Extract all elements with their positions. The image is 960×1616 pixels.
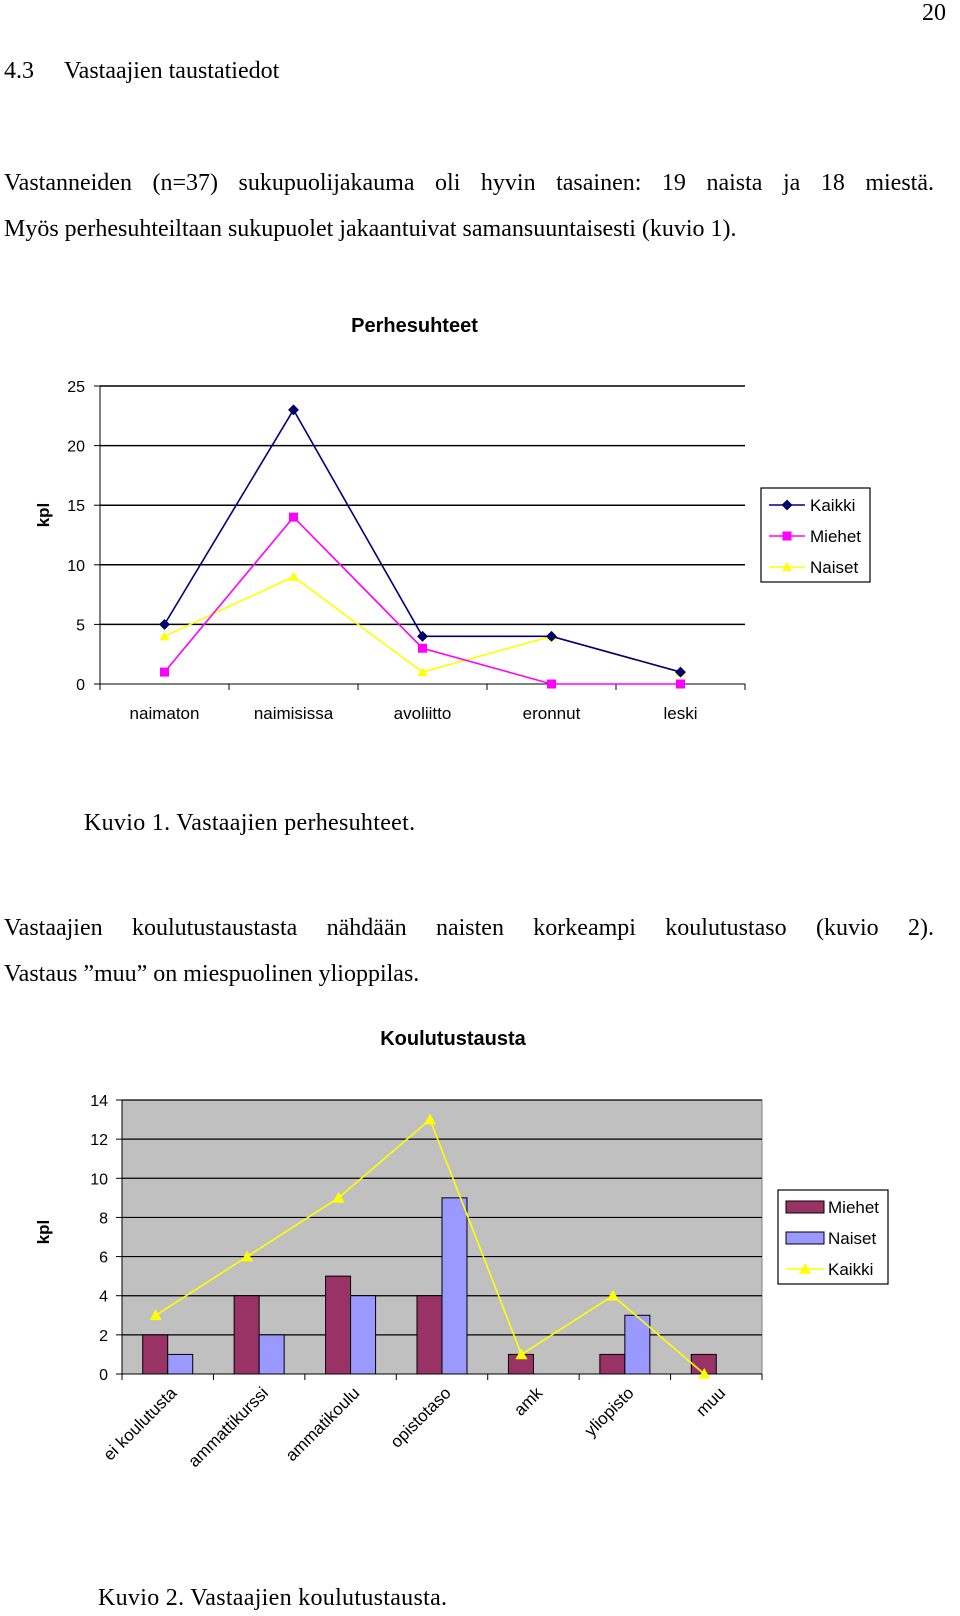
x-tick-label: ei koulutusta <box>99 1383 181 1465</box>
x-tick-label: yliopisto <box>580 1383 638 1441</box>
figure-caption: Kuvio 2. Vastaajien koulutustausta. <box>98 1585 448 1611</box>
x-tick-label: amk <box>510 1383 547 1420</box>
paragraph-line: Vastanneiden (n=37) sukupuolijakauma oli hyvin tasainen: 19 naista ja 18 miestä. <box>4 170 934 196</box>
page-number: 20 <box>922 0 946 26</box>
y-tick-label: 5 <box>76 617 85 635</box>
paragraph-gender <box>4 160 934 252</box>
bar <box>259 1335 284 1374</box>
x-tick-label: ammatikoulu <box>281 1383 364 1465</box>
legend-label: Miehet <box>828 1198 880 1217</box>
y-tick-label: 12 <box>90 1132 108 1150</box>
legend-swatch <box>786 1201 824 1213</box>
y-tick-label: 4 <box>99 1288 108 1306</box>
paragraph-education <box>4 905 934 997</box>
bar <box>168 1354 193 1374</box>
section-heading <box>4 58 279 85</box>
y-tick-label: 6 <box>99 1249 108 1267</box>
bar <box>326 1276 351 1374</box>
data-point <box>289 405 299 415</box>
bar <box>442 1198 467 1374</box>
chart-title: Koulutustausta <box>380 1028 526 1050</box>
chart-perhesuhteet <box>0 300 960 740</box>
data-point <box>160 668 169 677</box>
x-tick-label: muu <box>692 1383 730 1421</box>
section-number: 4.3 <box>4 58 34 84</box>
paragraph-line: Vastaajien koulutustaustasta nähdään naisten korkeampi koulutustaso (kuvio 2). <box>4 915 934 941</box>
bar <box>351 1296 376 1374</box>
x-tick-label: naimaton <box>129 704 200 723</box>
legend-label: Miehet <box>810 527 862 546</box>
x-tick-label: eronnut <box>522 704 581 723</box>
bar <box>417 1296 442 1374</box>
x-tick-label: avoliitto <box>393 704 452 723</box>
y-tick-label: 20 <box>67 438 85 456</box>
chart-title: Perhesuhteet <box>351 315 478 337</box>
chart-koulutustausta <box>0 1010 960 1530</box>
legend-label: Naiset <box>828 1229 877 1248</box>
y-tick-label: 10 <box>67 557 85 575</box>
y-axis-label: kpl <box>34 502 53 528</box>
data-point <box>160 631 170 640</box>
legend-label: Naiset <box>810 558 859 577</box>
y-tick-label: 0 <box>76 677 85 694</box>
figure-caption: Kuvio 1. Vastaajien perhesuhteet. <box>84 810 416 836</box>
y-tick-label: 8 <box>99 1210 108 1228</box>
y-tick-label: 0 <box>99 1367 108 1384</box>
data-point <box>160 619 170 629</box>
data-point <box>418 631 428 641</box>
legend-label: Kaikki <box>828 1260 874 1279</box>
legend-label: Kaikki <box>810 496 856 515</box>
legend-marker <box>783 532 792 541</box>
bar <box>600 1354 625 1374</box>
data-point <box>418 644 427 653</box>
section-title: Vastaajien taustatiedot <box>64 58 280 84</box>
data-point <box>676 680 685 689</box>
y-tick-label: 14 <box>90 1093 108 1110</box>
x-tick-label: leski <box>663 704 698 723</box>
legend-swatch <box>786 1232 824 1244</box>
y-tick-label: 15 <box>67 498 85 516</box>
bar <box>143 1335 168 1374</box>
data-point <box>289 572 299 581</box>
paragraph-line: Vastaus ”muu” on miespuolinen ylioppilas. <box>4 961 420 987</box>
bar <box>234 1296 259 1374</box>
y-tick-label: 25 <box>67 379 85 396</box>
y-tick-label: 10 <box>90 1171 108 1189</box>
data-point <box>547 680 556 689</box>
paragraph-line: Myös perhesuhteiltaan sukupuolet jakaantuivat samansuuntaisesti (kuvio 1). <box>4 216 737 242</box>
y-tick-label: 2 <box>99 1327 108 1345</box>
x-tick-label: ammattikurssi <box>184 1383 272 1471</box>
data-point <box>289 513 298 522</box>
x-tick-label: opistotaso <box>386 1383 455 1452</box>
y-axis-label: kpl <box>34 1219 53 1245</box>
x-tick-label: naimisissa <box>253 704 334 723</box>
